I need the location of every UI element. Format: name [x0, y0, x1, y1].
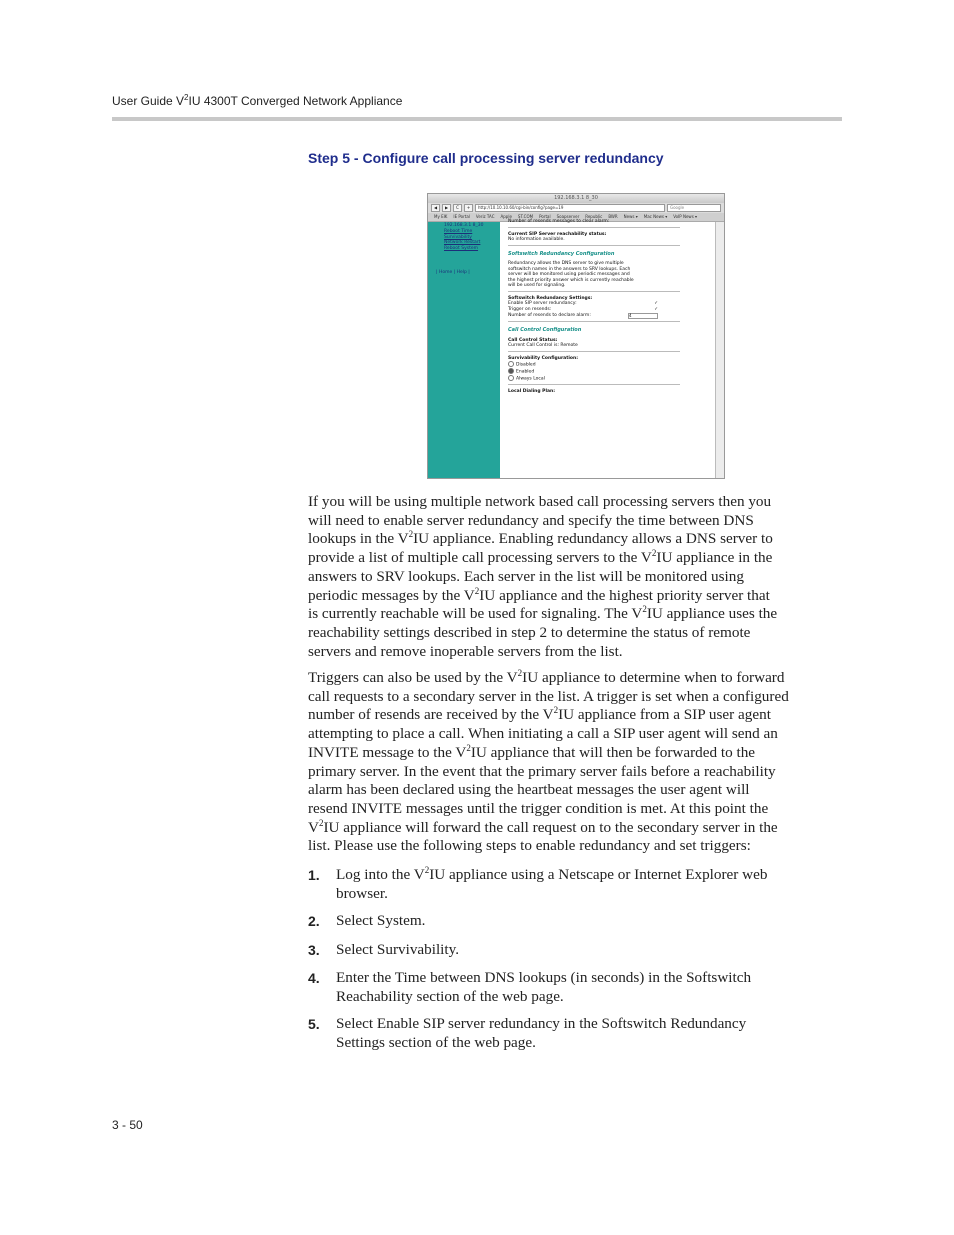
surv-option-disabled[interactable]: Disabled [508, 361, 714, 368]
step-item: 1. Log into the $V^2IU$ appliance using a Netscape or Internet Explorer web browser. [308, 864, 768, 902]
bookmark: Veriz TAC [475, 214, 495, 219]
sidebar-version: 192.168.3.1 8_30 [444, 223, 484, 228]
step-heading: Step 5 - Configure call processing server redundancy [308, 150, 664, 166]
bookmark: ST.COM [517, 214, 534, 219]
divider [508, 321, 680, 322]
call-status-value: Current Call Control is: Remote [508, 343, 578, 348]
config-main [508, 219, 714, 478]
redundancy-desc: Redundancy allows the DNS server to give multiple [508, 261, 624, 266]
divider [508, 291, 680, 292]
trigger-row: Trigger on resends: ✓ [508, 307, 658, 312]
surv-option-enabled[interactable]: Enabled [508, 368, 714, 375]
trigger-checkbox[interactable]: ✓ [654, 307, 658, 312]
sidebar [428, 222, 500, 478]
sidebar-menu [444, 229, 480, 251]
enable-checkbox[interactable]: ✓ [654, 301, 658, 306]
sidebar-item: Network Restart [444, 240, 481, 245]
divider [508, 351, 680, 352]
browser-screenshot [427, 193, 725, 479]
call-control-title: Call Control Configuration [508, 327, 582, 333]
bookmark: News ▾ [623, 214, 638, 219]
reach-status-value: No information available. [508, 237, 565, 242]
bookmark: VoIP News ▾ [673, 214, 698, 219]
page-number: 3 - 50 [112, 1118, 143, 1132]
step-item: 3. Select Survivability. [308, 941, 460, 958]
redundancy-desc: server will be monitored using periodic messages and [508, 272, 630, 277]
search-field: Google [667, 204, 721, 212]
url-field: http://10.10.10.60/cgi-bin/config?page=19 [475, 204, 665, 212]
divider [508, 384, 680, 385]
page-header: User Guide $V^2IU$ 4300T Converged Network Appliance [112, 93, 403, 108]
bookmark: Soapserver [556, 214, 580, 219]
divider [508, 227, 680, 228]
step-item: 4. Enter the Time between DNS lookups (in seconds) in the Softswitch Reachability section of the web page. [308, 969, 752, 1005]
resends-row: Number of resends to declare alarm: 4 [508, 313, 658, 319]
dialing-plan-label: Local Dialing Plan: [508, 389, 556, 394]
redundancy-desc: will be used for signaling. [508, 283, 566, 288]
resends-input[interactable]: 4 [628, 313, 658, 319]
bookmark: Apple [500, 214, 512, 219]
surv-option-local[interactable]: Always Local [508, 375, 714, 382]
sidebar-links: | Home | Help | [436, 270, 470, 275]
enable-row: Enable SIP server redundancy: ✓ [508, 301, 658, 306]
sidebar-item: Reboot System [444, 245, 479, 251]
surv-label: Survivability Configuration: [508, 355, 579, 361]
header-rule [112, 117, 842, 121]
divider [508, 245, 680, 246]
cut-line: Number of resends messages to clear alarm: [508, 219, 610, 224]
sidebar-item: Reboot Time [444, 229, 473, 234]
bookmark: Portal [539, 214, 551, 219]
reach-status-label: Current SIP Server reachability status: [508, 231, 607, 237]
step-item: 2. Select System. [308, 912, 426, 929]
redundancy-title: Softswitch Redundancy Configuration [508, 250, 615, 257]
paragraph-2: Triggers can also be used by the $V^2IU$ appliance to determine when to forward call requests to a secondary server in the list. A trigger is set when a configured number of resends are received by the $V^2IU$ appliance from a SIP user agent attempting to place a call. When initiating a call a SIP user agent will send an INVITE message to the $V^2IU$ appliance that will then be forwarded to the primary server. In the event that the primary server fails before a reachability alarm has been declared using the heartbeat messages the user agent will resend INVITE messages until the trigger condition is met. At this point the $V^2IU$ appliance will forward the call request on to the secondary server in the list. Please use the following steps to enable redundancy and set triggers: [308, 667, 789, 855]
scrollbar [715, 222, 724, 478]
settings-label: Softswitch Redundancy Settings: [508, 295, 593, 301]
bookmark: My EIK [434, 214, 448, 219]
sidebar-item: Survivability [444, 234, 472, 240]
radio-icon [508, 375, 514, 381]
radio-icon [508, 361, 514, 367]
browser-toolbar [428, 203, 724, 213]
call-status-label: Call Control Status: [508, 337, 558, 343]
add-icon: + [464, 204, 473, 212]
reload-icon: C [453, 204, 462, 212]
bookmark: BWR [608, 214, 618, 219]
forward-icon: ▶ [442, 204, 451, 212]
bookmark: IE Portal [453, 214, 470, 219]
step-item: 5. Select Enable SIP server redundancy in the Softswitch Redundancy Settings section of the web page. [308, 1015, 747, 1051]
redundancy-desc: softswitch names in the answers to SRV lookups. Each [508, 266, 631, 272]
bookmark: Mac News ▾ [643, 214, 668, 219]
radio-selected-icon [508, 368, 514, 374]
back-icon: ◀ [431, 204, 440, 212]
bookmark: Republic [585, 214, 603, 219]
window-title: 192.168.3.1 8_30 [428, 194, 724, 203]
redundancy-desc: the highest priority answer which is currently reachable [508, 277, 634, 283]
paragraph-1: If you will be using multiple network based call processing servers then you will need to enable server redundancy and specify the time between DNS lookups in the $V^2IU$ appliance. Enabling redundancy allows a DNS server to provide a list of multiple call processing servers to the $V^2IU$ appliance in the answers to SRV lookups. Each server in the list will be monitored using periodic messages by the $V^2IU$ appliance and the highest priority server that is currently reachable will be used for signaling. The $V^2IU$ appliance uses the reachability settings described in step 2 to determine the status of remote servers and remove inoperable servers from the list. [308, 493, 778, 660]
